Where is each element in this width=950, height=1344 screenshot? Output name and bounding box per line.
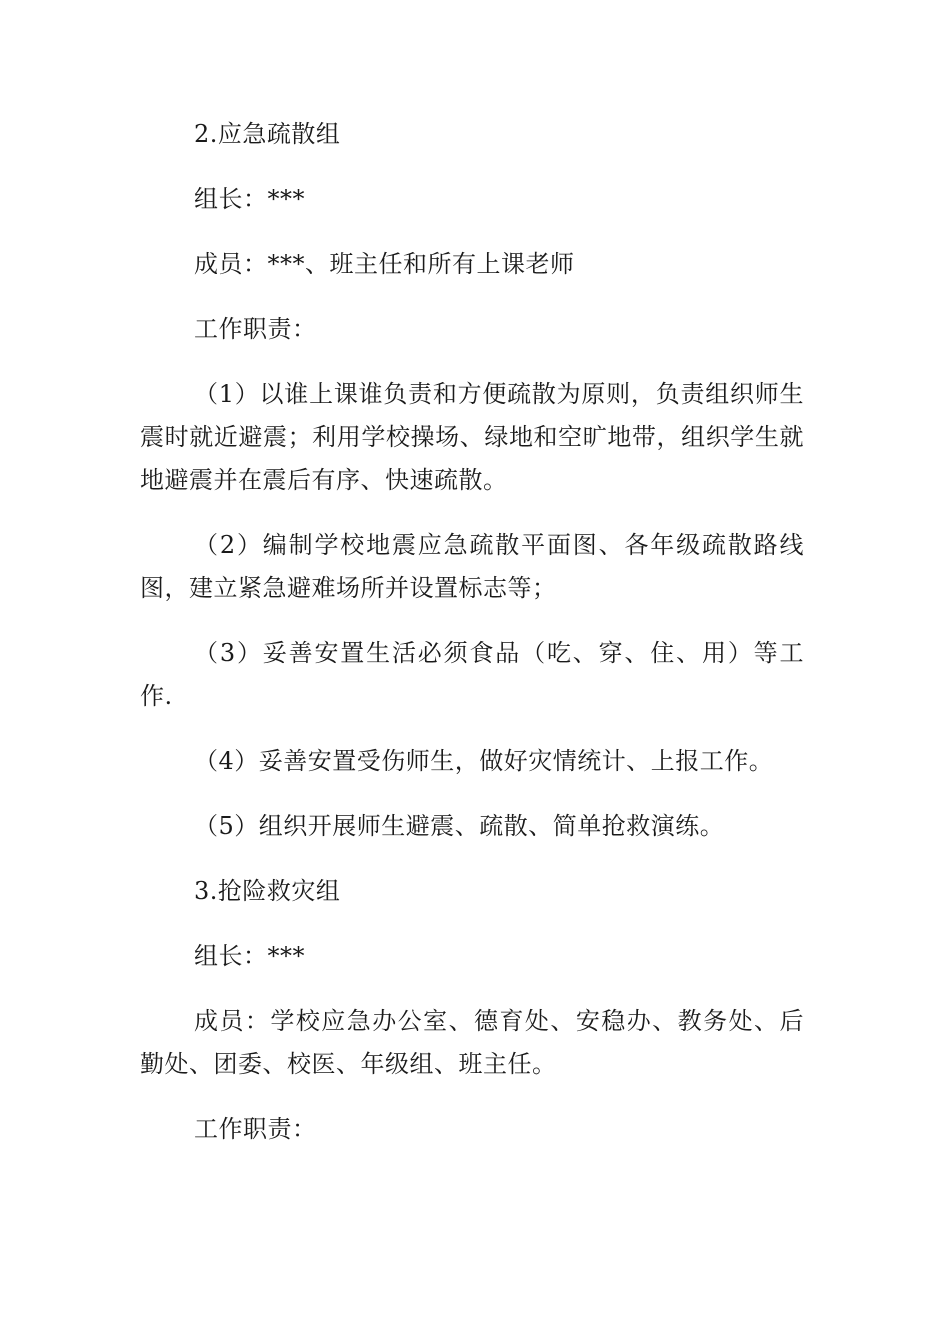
duty-item-2: （2）编制学校地震应急疏散平面图、各年级疏散路线图，建立紧急避难场所并设置标志等； <box>140 531 804 602</box>
duties-heading: 工作职责： <box>194 315 317 343</box>
duty-item-3: （3）妥善安置生活必须食品（吃、穿、住、用）等工作. <box>140 639 804 710</box>
group-leader-line: 组长：*** <box>194 185 305 213</box>
section-heading-evacuation: 2.应急疏散组 <box>194 120 341 148</box>
group-leader-line: 组长：*** <box>194 942 305 970</box>
group-members-line: 成员：***、班主任和所有上课老师 <box>194 250 575 278</box>
duty-item-5: （5）组织开展师生避震、疏散、简单抢救演练。 <box>194 812 725 840</box>
duties-heading: 工作职责： <box>194 1115 317 1143</box>
document-page <box>140 113 804 1173</box>
duty-item-1: （1）以谁上课谁负责和方便疏散为原则，负责组织师生震时就近避震；利用学校操场、绿地和空旷地带，组织学生就地避震并在震后有序、快速疏散。 <box>140 380 804 494</box>
group-members-line: 成员：学校应急办公室、德育处、安稳办、教务处、后勤处、团委、校医、年级组、班主任。 <box>140 1007 804 1078</box>
section-heading-rescue: 3.抢险救灾组 <box>194 877 341 905</box>
duty-item-4: （4）妥善安置受伤师生，做好灾情统计、上报工作。 <box>194 747 774 775</box>
